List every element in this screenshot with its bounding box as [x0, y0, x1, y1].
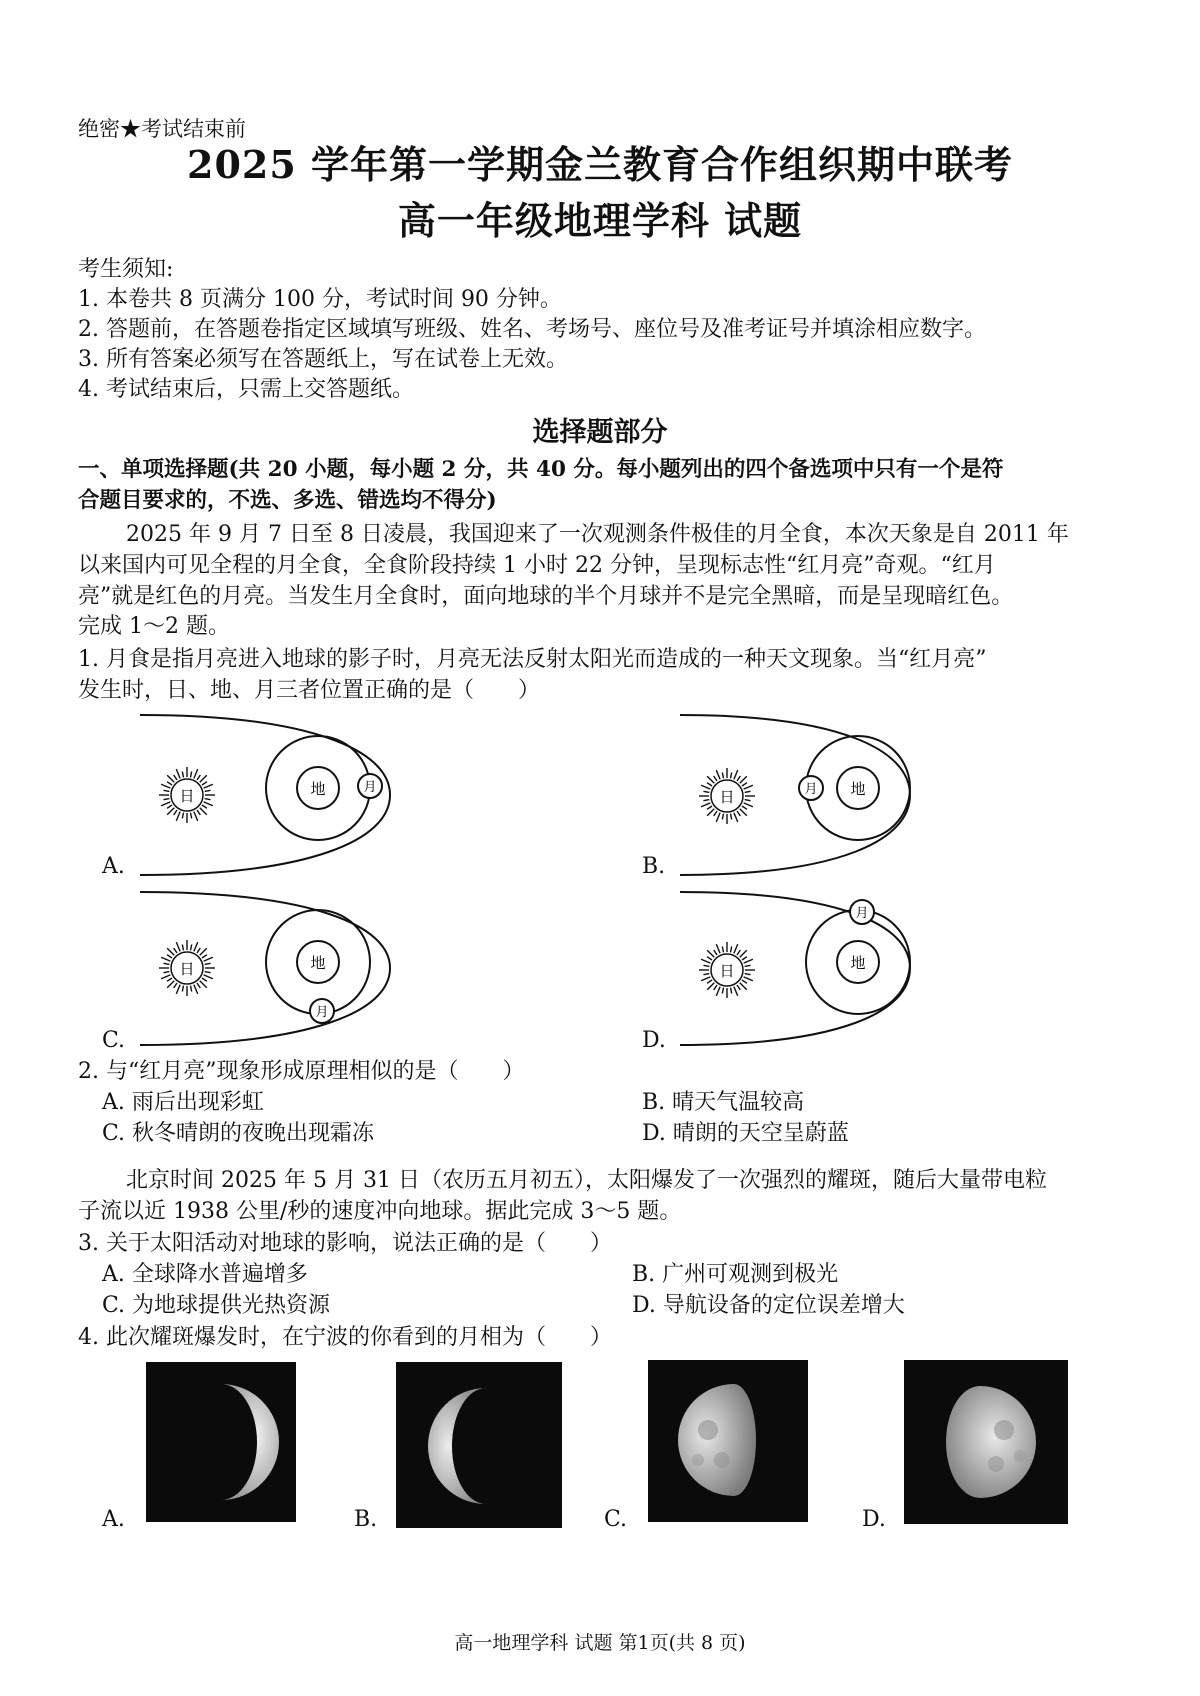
diagram-option-d: [680, 892, 910, 1045]
q1-option-d-label: D.: [642, 1028, 666, 1053]
section-instruction: 一、单项选择题(共 20 小题，每小题 2 分，共 40 分。每小题列出的四个备选项中只有一个是符: [78, 457, 1004, 482]
question-4-stem: 4. 此次耀斑爆发时，在宁波的你看到的月相为（ ）: [78, 1325, 612, 1350]
earth-label: 地: [310, 780, 326, 798]
exam-subtitle: 高一年级地理学科 试题: [397, 198, 803, 243]
sun-label: 日: [719, 788, 735, 806]
notice-item: 3. 所有答案必须写在答题纸上，写在试卷上无效。: [78, 347, 568, 372]
question-2-stem: 2. 与“红月亮”现象形成原理相似的是（ ）: [78, 1059, 525, 1084]
earth-label: 地: [310, 954, 326, 972]
moon-phase-c-image: [648, 1360, 808, 1522]
moon-phase-d-image: [904, 1360, 1068, 1524]
q4-option-a-label: A.: [102, 1507, 125, 1532]
q4-option-b-label: B.: [354, 1507, 378, 1532]
section-title: 选择题部分: [532, 417, 668, 448]
moon-label: 月: [315, 1005, 329, 1020]
q2-option-b: B. 晴天气温较高: [642, 1090, 805, 1115]
q1-option-a-label: A.: [102, 854, 125, 879]
sun-icon: [699, 768, 755, 824]
passage-line: 以来国内可见全程的月全食，全食阶段持续 1 小时 22 分钟，呈现标志性“红月亮”奇观。“红月: [78, 553, 996, 578]
q2-option-c: C. 秋冬晴朗的夜晚出现霜冻: [102, 1121, 375, 1146]
question-1-stem: 发生时，日、地、月三者位置正确的是（ ）: [78, 678, 541, 703]
sun-label: 日: [719, 962, 735, 980]
question-1-stem: 1. 月食是指月亮进入地球的影子时，月亮无法反射太阳光而造成的一种天文现象。当“红月亮”: [78, 647, 987, 672]
q1-option-c-label: C.: [102, 1028, 126, 1053]
q2-option-d: D. 晴朗的天空呈蔚蓝: [642, 1121, 849, 1146]
moon-label: 月: [363, 780, 377, 795]
sun-label: 日: [179, 787, 195, 805]
moon-label: 月: [804, 782, 818, 797]
earth-label: 地: [850, 780, 866, 798]
sun-icon: [699, 942, 755, 998]
q2-option-a: A. 雨后出现彩虹: [102, 1090, 264, 1115]
q1-option-b-label: B.: [642, 854, 666, 879]
q3-option-b: B. 广州可观测到极光: [632, 1262, 839, 1287]
moon-phase-a-image: [146, 1362, 296, 1522]
notice-heading: 考生须知:: [78, 257, 174, 282]
diagram-option-a: [140, 715, 390, 875]
passage-line: 亮”就是红色的月亮。当发生月全食时，面向地球的半个月球并不是完全黑暗，而是呈现暗红色。: [78, 584, 1014, 609]
passage-flare: 北京时间 2025 年 5 月 31 日（农历五月初五），太阳爆发了一次强烈的耀斑，随后大量带电粒: [126, 1168, 1047, 1193]
exam-title: 2025 学年第一学期金兰教育合作组织期中联考: [187, 142, 1013, 187]
passage-flare: 子流以近 1938 公里/秒的速度冲向地球。据此完成 3～5 题。: [78, 1199, 682, 1224]
notice-item: 2. 答题前，在答题卷指定区域填写班级、姓名、考场号、座位号及准考证号并填涂相应数字。: [78, 317, 986, 342]
moon-label: 月: [855, 906, 869, 921]
moon-phase-b-image: [396, 1362, 562, 1528]
diagram-option-c: [140, 892, 390, 1045]
q3-option-c: C. 为地球提供光热资源: [102, 1293, 331, 1318]
q1-diagrams: [0, 700, 1200, 1060]
sun-icon: [159, 767, 215, 823]
q3-option-d: D. 导航设备的定位误差增大: [632, 1293, 905, 1318]
q4-option-c-label: C.: [604, 1507, 628, 1532]
page-footer: 高一地理学科 试题 第1页(共 8 页): [454, 1632, 746, 1654]
sun-icon: [159, 940, 215, 996]
diagram-option-b: [680, 715, 910, 875]
sun-label: 日: [179, 960, 195, 978]
secret-label: 绝密★考试结束前: [78, 117, 246, 141]
notice-item: 1. 本卷共 8 页满分 100 分，考试时间 90 分钟。: [78, 287, 562, 312]
notice-item: 4. 考试结束后，只需上交答题纸。: [78, 377, 414, 402]
earth-label: 地: [850, 954, 866, 972]
passage-line: 完成 1～2 题。: [78, 614, 230, 639]
question-3-stem: 3. 关于太阳活动对地球的影响，说法正确的是（ ）: [78, 1231, 612, 1256]
passage-line: 2025 年 9 月 7 日至 8 日凌晨，我国迎来了一次观测条件极佳的月全食，本次天象是自 2011 年: [126, 522, 1069, 547]
q4-option-d-label: D.: [862, 1507, 886, 1532]
section-instruction: 合题目要求的，不选、多选、错选均不得分): [78, 488, 497, 513]
q3-option-a: A. 全球降水普遍增多: [102, 1262, 308, 1287]
